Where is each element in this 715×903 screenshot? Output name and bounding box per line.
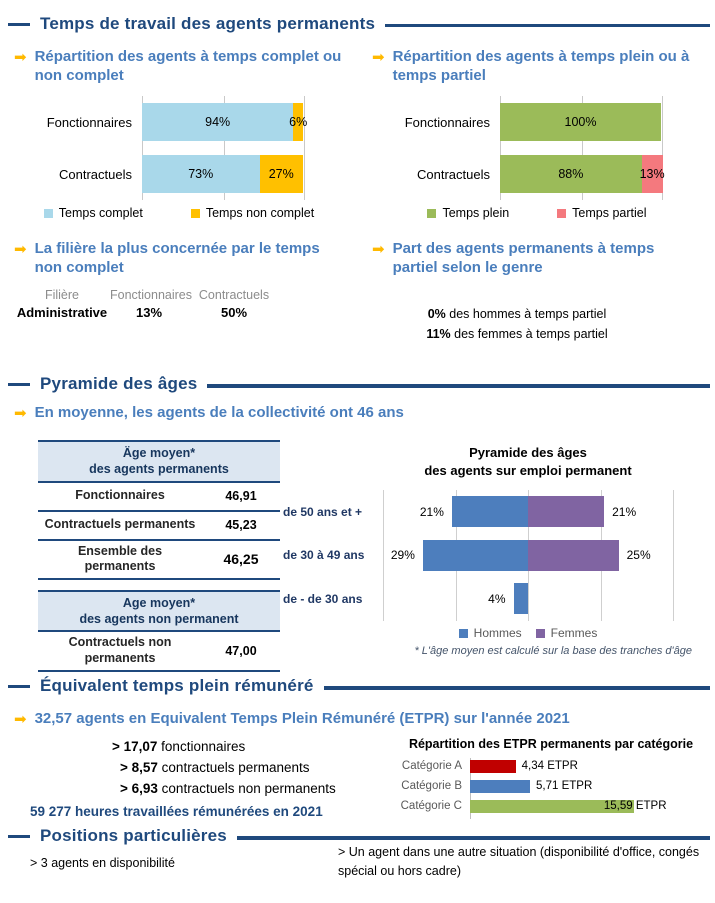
chart-row	[390, 796, 712, 816]
category-label: Catégorie C	[400, 800, 462, 812]
bar-value-label: 4,34 ETPR	[521, 759, 578, 772]
genre-text: des hommes à temps partiel	[445, 307, 607, 321]
category-label: Fonctionnaires	[404, 114, 490, 130]
header-dash	[8, 23, 30, 26]
bar-hommes	[514, 583, 529, 614]
chart-row	[390, 776, 712, 796]
heading-etpr	[14, 710, 664, 729]
bar-segment	[142, 155, 260, 193]
header-dash	[8, 835, 30, 838]
table-row	[38, 632, 280, 671]
header-dash	[8, 685, 30, 688]
chart-title: Répartition des ETPR permanents par catégorie	[408, 737, 694, 751]
heading-text: Répartition des agents à temps complet ou non complet	[34, 48, 342, 84]
header-rule	[237, 836, 710, 840]
chart-temps-complet	[14, 94, 344, 224]
table-header-cell: Filière	[44, 288, 80, 302]
legend-label: Temps plein	[442, 206, 510, 220]
heading-text: La filière la plus concernée par le temps non complet	[34, 240, 320, 276]
heading-text: En moyenne, les agents de la collectivité ont 46 ans	[34, 404, 404, 421]
positions-right-text: > Un agent dans une autre situation (disponibilité d'office, congés spécial ou hors cadre)	[338, 845, 700, 879]
bar-value-label: 13%	[639, 167, 665, 181]
legend-item	[191, 206, 314, 220]
chart-etpr-categories	[390, 737, 712, 816]
row-value: 47,00	[225, 643, 257, 658]
bar-segment	[470, 760, 516, 773]
category-label: Fonctionnaires	[46, 114, 132, 130]
legend-swatch	[427, 209, 436, 218]
section-header-temps-travail	[8, 14, 710, 34]
bar-plot	[470, 760, 675, 773]
section-title: Temps de travail des agents permanents	[40, 14, 376, 33]
category-label: Contractuels	[59, 166, 132, 182]
genre-stats	[372, 304, 662, 344]
table-header	[38, 590, 280, 633]
chart-row	[14, 96, 344, 148]
legend-swatch	[191, 209, 200, 218]
bar-value-label: 4%	[488, 592, 506, 607]
arrow-icon: ➡	[14, 404, 27, 422]
legend-label: Temps non complet	[205, 206, 315, 220]
category-label: de 50 ans et +	[283, 504, 363, 519]
chart-legend	[14, 206, 344, 220]
legend-label: Temps partiel	[572, 206, 647, 220]
chart-rows	[372, 96, 702, 200]
row-label: Contractuels permanents	[44, 517, 196, 532]
chart-row	[14, 148, 344, 200]
header-dash	[8, 383, 30, 386]
bar-femmes	[528, 540, 619, 571]
legend-label: Temps complet	[58, 206, 143, 220]
bar-segment	[142, 103, 293, 141]
bar-segment	[500, 155, 642, 193]
table-header-line: Age moyen*	[122, 595, 196, 610]
genre-value: 11%	[426, 327, 451, 341]
heading-temps-complet	[14, 48, 346, 86]
chart-title	[383, 444, 673, 479]
bar-plot	[470, 780, 675, 793]
age-table	[38, 440, 280, 672]
category-label: Catégorie B	[401, 780, 462, 792]
bar-value-label: 21%	[419, 504, 444, 519]
genre-value: 0%	[427, 307, 446, 321]
heading-text: Répartition des agents à temps plein ou à temps partiel	[392, 48, 690, 84]
genre-text: des femmes à temps partiel	[450, 327, 608, 341]
chart-plot-area	[383, 490, 673, 621]
table-row	[38, 512, 280, 541]
chart-row	[383, 534, 673, 578]
bar-value-label: 100%	[564, 115, 597, 129]
section-title: Équivalent temps plein rémunéré	[40, 676, 314, 695]
legend-label: Hommes	[473, 626, 522, 640]
bar-value-label: 94%	[205, 115, 231, 129]
bar-segment	[500, 103, 661, 141]
chart-row	[372, 148, 702, 200]
arrow-icon: ➡	[14, 48, 27, 66]
legend-item	[44, 206, 143, 220]
header-rule	[207, 384, 710, 388]
table-header-cell: Fonctionnaires	[110, 288, 192, 302]
row-label: Contractuels non permanents	[68, 635, 172, 665]
table-cell: Administrative	[16, 305, 108, 320]
bar-segment	[639, 155, 665, 193]
chart-legend	[372, 206, 702, 220]
section-header-pyramide	[8, 374, 710, 394]
table-header	[38, 440, 280, 483]
section-title: Positions particulières	[40, 826, 227, 845]
legend-swatch	[536, 629, 545, 638]
legend-swatch	[459, 629, 468, 638]
section-title: Pyramide des âges	[40, 374, 198, 393]
arrow-icon: ➡	[372, 48, 385, 66]
bar-value-label: 73%	[188, 167, 214, 181]
arrow-icon: ➡	[14, 710, 27, 728]
bar-hommes	[452, 496, 528, 527]
legend-item	[427, 206, 509, 220]
chart-row	[372, 96, 702, 148]
heading-age-moyen	[14, 404, 634, 423]
table-header-line: Äge moyen*	[122, 446, 196, 460]
heading-genre	[372, 240, 692, 278]
positions-left-text: > 3 agents en disponibilité	[30, 856, 175, 870]
chart-pyramide-ages	[278, 440, 715, 658]
bullet-value: > 8,57	[120, 760, 158, 775]
bar-plot	[500, 155, 665, 193]
legend-swatch	[44, 209, 53, 218]
table-cell: 50%	[220, 305, 248, 320]
legend-label: Femmes	[550, 626, 598, 640]
bullet-line	[120, 778, 336, 799]
chart-legend	[383, 626, 673, 640]
row-value: 46,25	[223, 551, 259, 568]
row-value: 45,23	[225, 518, 257, 532]
bar-value-label: 27%	[268, 167, 294, 181]
bullet-value: > 17,07	[112, 739, 158, 754]
chart-title-line: des agents sur emploi permanent	[424, 462, 632, 478]
bar-value-label: 21%	[612, 504, 637, 519]
bar-plot	[500, 103, 661, 141]
bullet-text: contractuels non permanents	[157, 781, 336, 796]
header-rule	[324, 686, 710, 690]
category-label: Contractuels	[417, 166, 490, 182]
chart-rows	[390, 756, 712, 816]
bar-segment	[260, 155, 303, 193]
bar-femmes	[528, 496, 604, 527]
bar-value-label: 6%	[289, 115, 308, 129]
chart-title-line: Pyramide des âges	[469, 445, 587, 460]
section-header-etpr	[8, 676, 710, 696]
gridline	[673, 490, 674, 621]
header-rule	[385, 24, 710, 27]
legend-item	[536, 626, 598, 640]
chart-row	[383, 577, 673, 621]
bar-value-label: 88%	[558, 167, 584, 181]
bar-plot	[142, 155, 303, 193]
genre-line	[372, 304, 662, 324]
chart-rows	[14, 96, 344, 200]
chart-row	[390, 756, 712, 776]
bar-value-label: 15,59 ETPR	[603, 799, 667, 812]
category-label: Catégorie A	[401, 760, 462, 772]
legend-swatch	[557, 209, 566, 218]
heading-text: Part des agents permanents à temps partiel selon le genre	[392, 240, 655, 276]
table-gap	[38, 580, 280, 590]
filiere-table	[14, 288, 280, 320]
arrow-icon: ➡	[14, 240, 27, 258]
row-value: 46,91	[225, 489, 257, 503]
etpr-bullet-list	[112, 736, 336, 799]
legend-item	[459, 626, 522, 640]
heading-text: 32,57 agents en Equivalent Temps Plein Rémunéré (ETPR) sur l'année 2021	[34, 710, 570, 727]
chart-category-labels	[278, 490, 378, 621]
chart-temps-plein	[372, 94, 702, 224]
table-header-cell: Contractuels	[198, 288, 270, 302]
bar-value-label: 5,71 ETPR	[536, 779, 593, 792]
bullet-line	[120, 757, 336, 778]
row-label: Fonctionnaires	[75, 488, 165, 503]
hours-worked-line: 59 277 heures travaillées rémunérées en 2021	[30, 804, 323, 819]
bullet-text: contractuels permanents	[157, 760, 310, 775]
bullet-line	[112, 736, 336, 757]
bar-segment	[470, 780, 530, 793]
bullet-value: > 6,93	[120, 781, 158, 796]
table-header-line: des agents permanents	[89, 462, 229, 477]
bar-plot	[142, 103, 308, 141]
bullet-text: fonctionnaires	[157, 739, 246, 754]
category-label: de 30 à 49 ans	[283, 548, 365, 563]
category-label: de - de 30 ans	[283, 592, 363, 607]
genre-line	[372, 324, 662, 344]
chart-row	[383, 490, 673, 534]
heading-temps-plein	[372, 48, 702, 86]
row-label: Ensemble des permanents	[77, 543, 163, 574]
table-cell: 13%	[135, 305, 163, 320]
bar-value-label: 29%	[390, 548, 415, 563]
chart-footnote: * L'âge moyen est calculé sur la base des tranches d'âge	[414, 645, 692, 657]
legend-item	[557, 206, 646, 220]
arrow-icon: ➡	[372, 240, 385, 258]
table-row	[38, 541, 280, 580]
bar-segment	[289, 103, 308, 141]
bar-plot	[470, 800, 675, 813]
table-row	[38, 483, 280, 512]
table-header-line: des agents non permanent	[79, 612, 239, 626]
heading-filiere	[14, 240, 346, 278]
bar-hommes	[423, 540, 528, 571]
bar-value-label: 25%	[626, 548, 651, 563]
